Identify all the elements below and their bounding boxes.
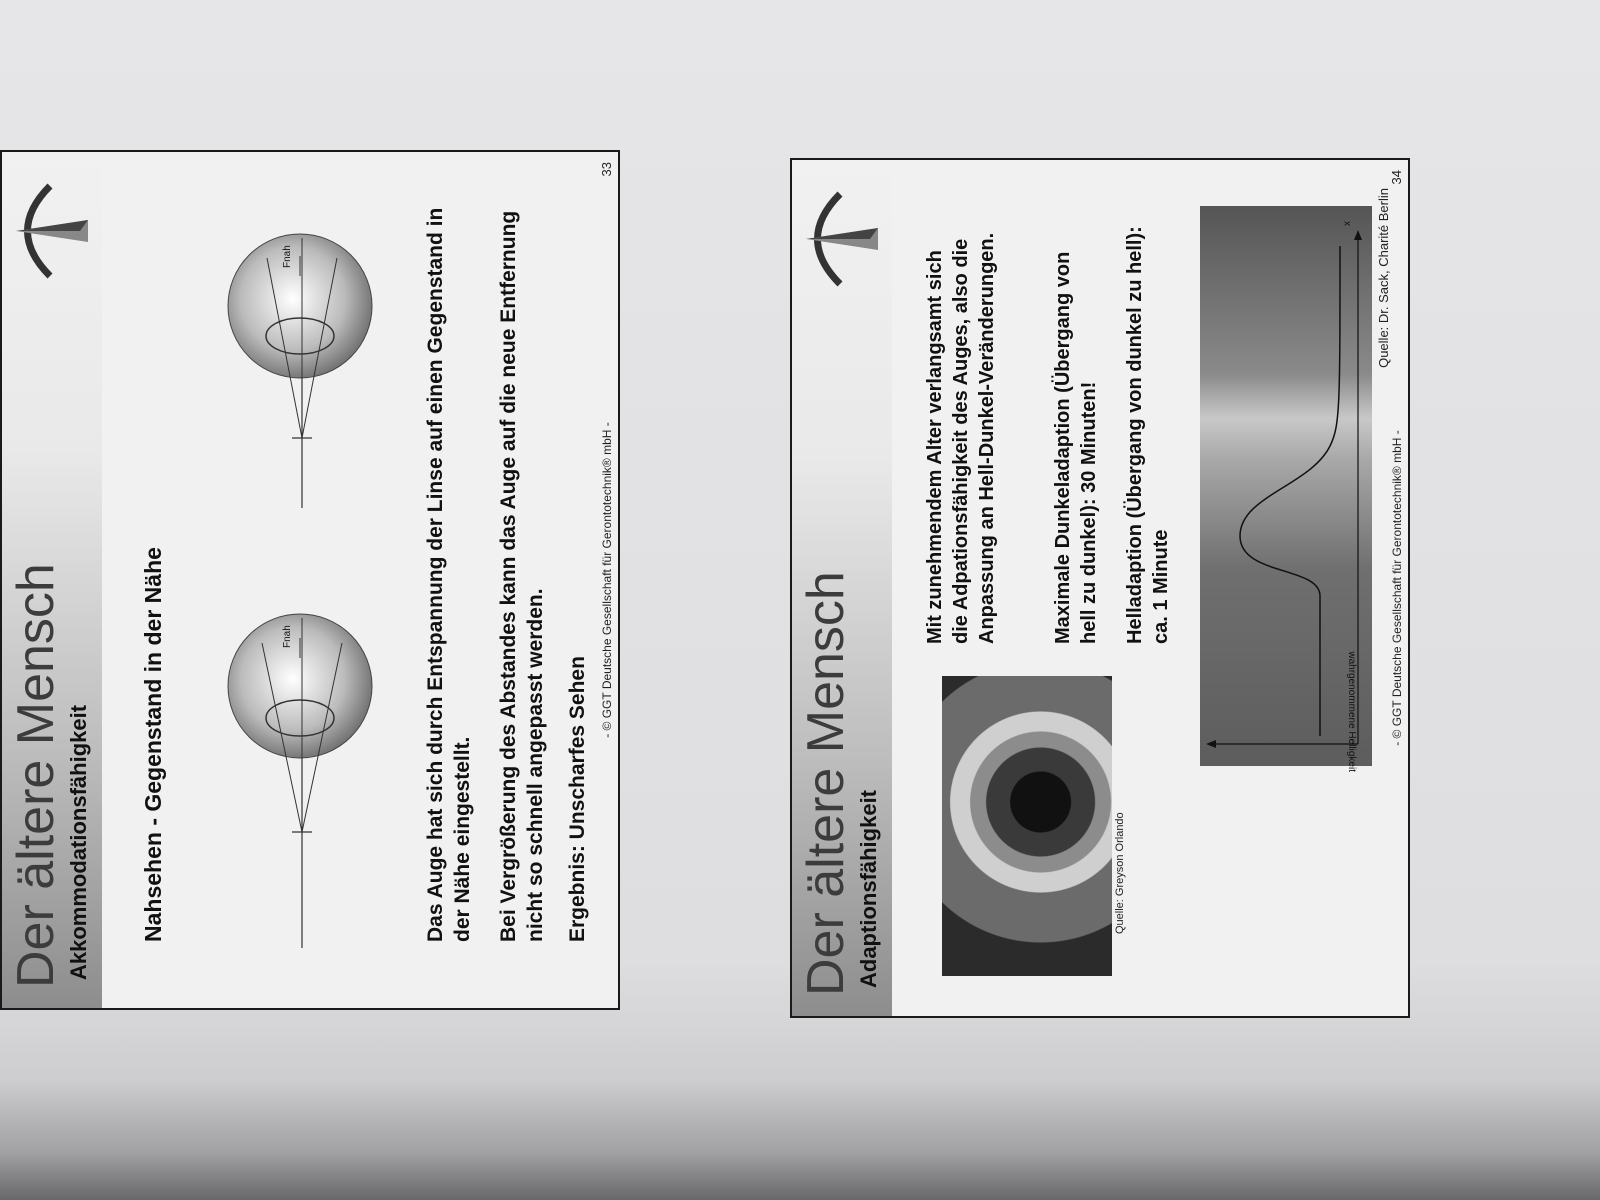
eye-photo — [942, 676, 1112, 976]
paragraph-adaptation: Mit zunehmendem Alter verlangsamt sich die Adpationsfähigkeit des Auges, also die Anpassung an Hell-Dunkel-Veränderungen. — [924, 232, 998, 644]
ggt-logo-icon — [10, 176, 96, 286]
page-shadow — [0, 1080, 1600, 1200]
paragraph-dark-adaptation: Maximale Dunkeladaption (Übergang von hell zu dunkel): 30 Minuten! — [1052, 251, 1100, 644]
x-axis-label: x — [1342, 221, 1353, 226]
brightness-adaptation-chart — [1200, 206, 1372, 772]
page-number: 34 — [1389, 170, 1404, 185]
x-axis-arrow-icon — [1354, 230, 1362, 240]
slide-34 — [790, 158, 1410, 1018]
diagram-label-right: Fnah — [282, 245, 293, 268]
paragraph-distance: Bei Vergrößerung des Abstandes kann das Auge auf die neue Entfernung nicht so schnell angepasst werden. — [497, 210, 547, 942]
page-number: 33 — [599, 162, 614, 177]
slide-subtitle: Adaptionsfähigkeit — [856, 789, 881, 988]
slide-title: Der ältere Mensch — [797, 571, 855, 996]
section-heading: Nahsehen - Gegenstand in der Nähe — [140, 547, 166, 942]
paragraph-result: Ergebnis: Unscharfes Sehen — [566, 656, 589, 942]
slide-subtitle: Akkommodationsfähigkeit — [66, 704, 91, 980]
paragraph-accommodation: Das Auge hat sich durch Entspannung der Linse auf einen Gegenstand in der Nähe eingestellt. — [424, 207, 474, 942]
paragraph-light-adaptation: Helladaption (Übergang von dunkel zu hell): ca. 1 Minute — [1124, 226, 1172, 644]
diagram-label-left: Fnah — [282, 625, 293, 648]
adaptation-curve — [1240, 246, 1340, 736]
y-axis-arrow-icon — [1206, 740, 1216, 748]
slide-33 — [0, 150, 620, 1010]
chart-source: Quelle: Dr. Sack, Charité Berlin — [1376, 188, 1391, 368]
ggt-logo-icon — [800, 184, 886, 294]
slide-title: Der ältere Mensch — [7, 563, 65, 988]
eye-focus-diagram — [182, 188, 422, 948]
photo-credit: Quelle: Greyson Orlando — [1114, 812, 1126, 934]
y-axis-label: wahrgenommene Helligkeit — [1346, 651, 1357, 772]
slide-footer: - © GGT Deutsche Gesellschaft für Gerontotechnik® mbH - — [600, 422, 614, 738]
slide-footer: - © GGT Deutsche Gesellschaft für Gerontotechnik® mbH - — [1390, 430, 1404, 746]
